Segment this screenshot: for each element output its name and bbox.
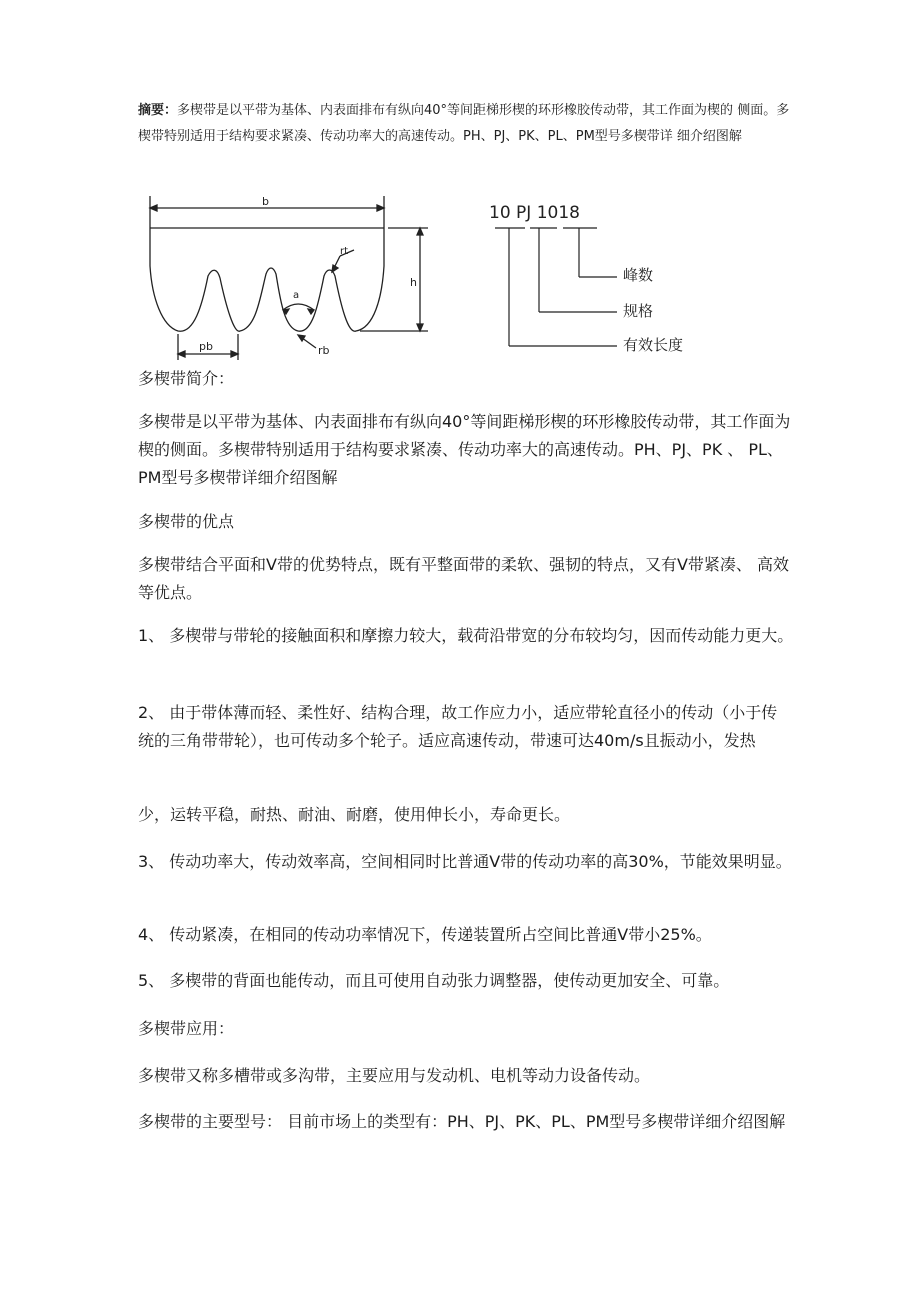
model-code: 10 PJ 1018	[489, 203, 580, 223]
label-b: b	[262, 195, 269, 208]
heading-intro: 多楔带简介：	[138, 369, 235, 388]
advantage-item-1: 1、 多楔带与带轮的接触面积和摩擦力较大，载荷沿带宽的分布较均匀，因而传动能力更大。	[138, 626, 794, 645]
legend-spec: 规格	[623, 302, 654, 320]
abstract	[138, 98, 793, 150]
abstract-text: 多楔带是以平带为基体、内表面排布有纵向40°等间距梯形楔的环形橡胶传动带，其工作面为楔的 侧面。多楔带特别适用于结构要求紧凑、传动功率大的高速传动。PH、PJ、PK、PL、PM型号多楔带详 细介绍图解	[138, 103, 790, 144]
advantage-item-3: 3、 传动功率大，传动效率高，空间相同时比普通V带的传动功率的高30%，节能效果明显。	[138, 852, 792, 871]
advantages-summary: 多楔带结合平面和V带的优势特点，既有平整面带的柔软、强韧的特点，又有V带紧凑、 高效等优点。	[138, 555, 789, 602]
legend-length: 有效长度	[623, 336, 684, 354]
abstract-label: 摘要：	[138, 103, 178, 118]
model-code-diagram	[485, 195, 705, 360]
advantage-item-2: 2、 由于带体薄而轻、柔性好、结构合理，故工作应力小，适应带轮直径小的传动（小于传 统的三角带带轮），也可传动多个轮子。适应高速传动，带速可达40m/s且振动小，发热	[138, 703, 778, 750]
heading-applications: 多楔带应用：	[138, 1019, 235, 1038]
legend-peaks: 峰数	[623, 266, 654, 284]
label-pb: pb	[199, 340, 213, 353]
advantage-item-2-cont: 少，运转平稳，耐热、耐油、耐磨，使用伸长小，寿命更长。	[138, 805, 571, 824]
applications-paragraph: 多楔带又称多槽带或多沟带，主要应用与发动机、电机等动力设备传动。	[138, 1066, 651, 1085]
models-paragraph: 多楔带的主要型号： 目前市场上的类型有：PH、PJ、PK、PL、PM型号多楔带详细介绍图解	[138, 1112, 786, 1131]
label-h: h	[410, 276, 417, 289]
label-a: a	[293, 290, 300, 301]
intro-paragraph: 多楔带是以平带为基体、内表面排布有纵向40°等间距梯形楔的环形橡胶传动带，其工作面为楔的侧面。多楔带特别适用于结构要求紧凑、传动功率大的高速传动。PH、PJ、PK 、 PL、PM型号多楔带详细介绍图解	[138, 412, 791, 487]
advantage-item-4: 4、 传动紧凑，在相同的传动功率情况下，传递装置所占空间比普通V带小25%。	[138, 925, 712, 944]
belt-profile-diagram	[138, 188, 438, 363]
heading-advantages: 多楔带的优点	[138, 512, 235, 531]
label-rb: rb	[318, 344, 330, 357]
label-rt: rt	[340, 246, 349, 257]
advantage-item-5: 5、 多楔带的背面也能传动，而且可使用自动张力调整器，使传动更加安全、可靠。	[138, 971, 730, 990]
